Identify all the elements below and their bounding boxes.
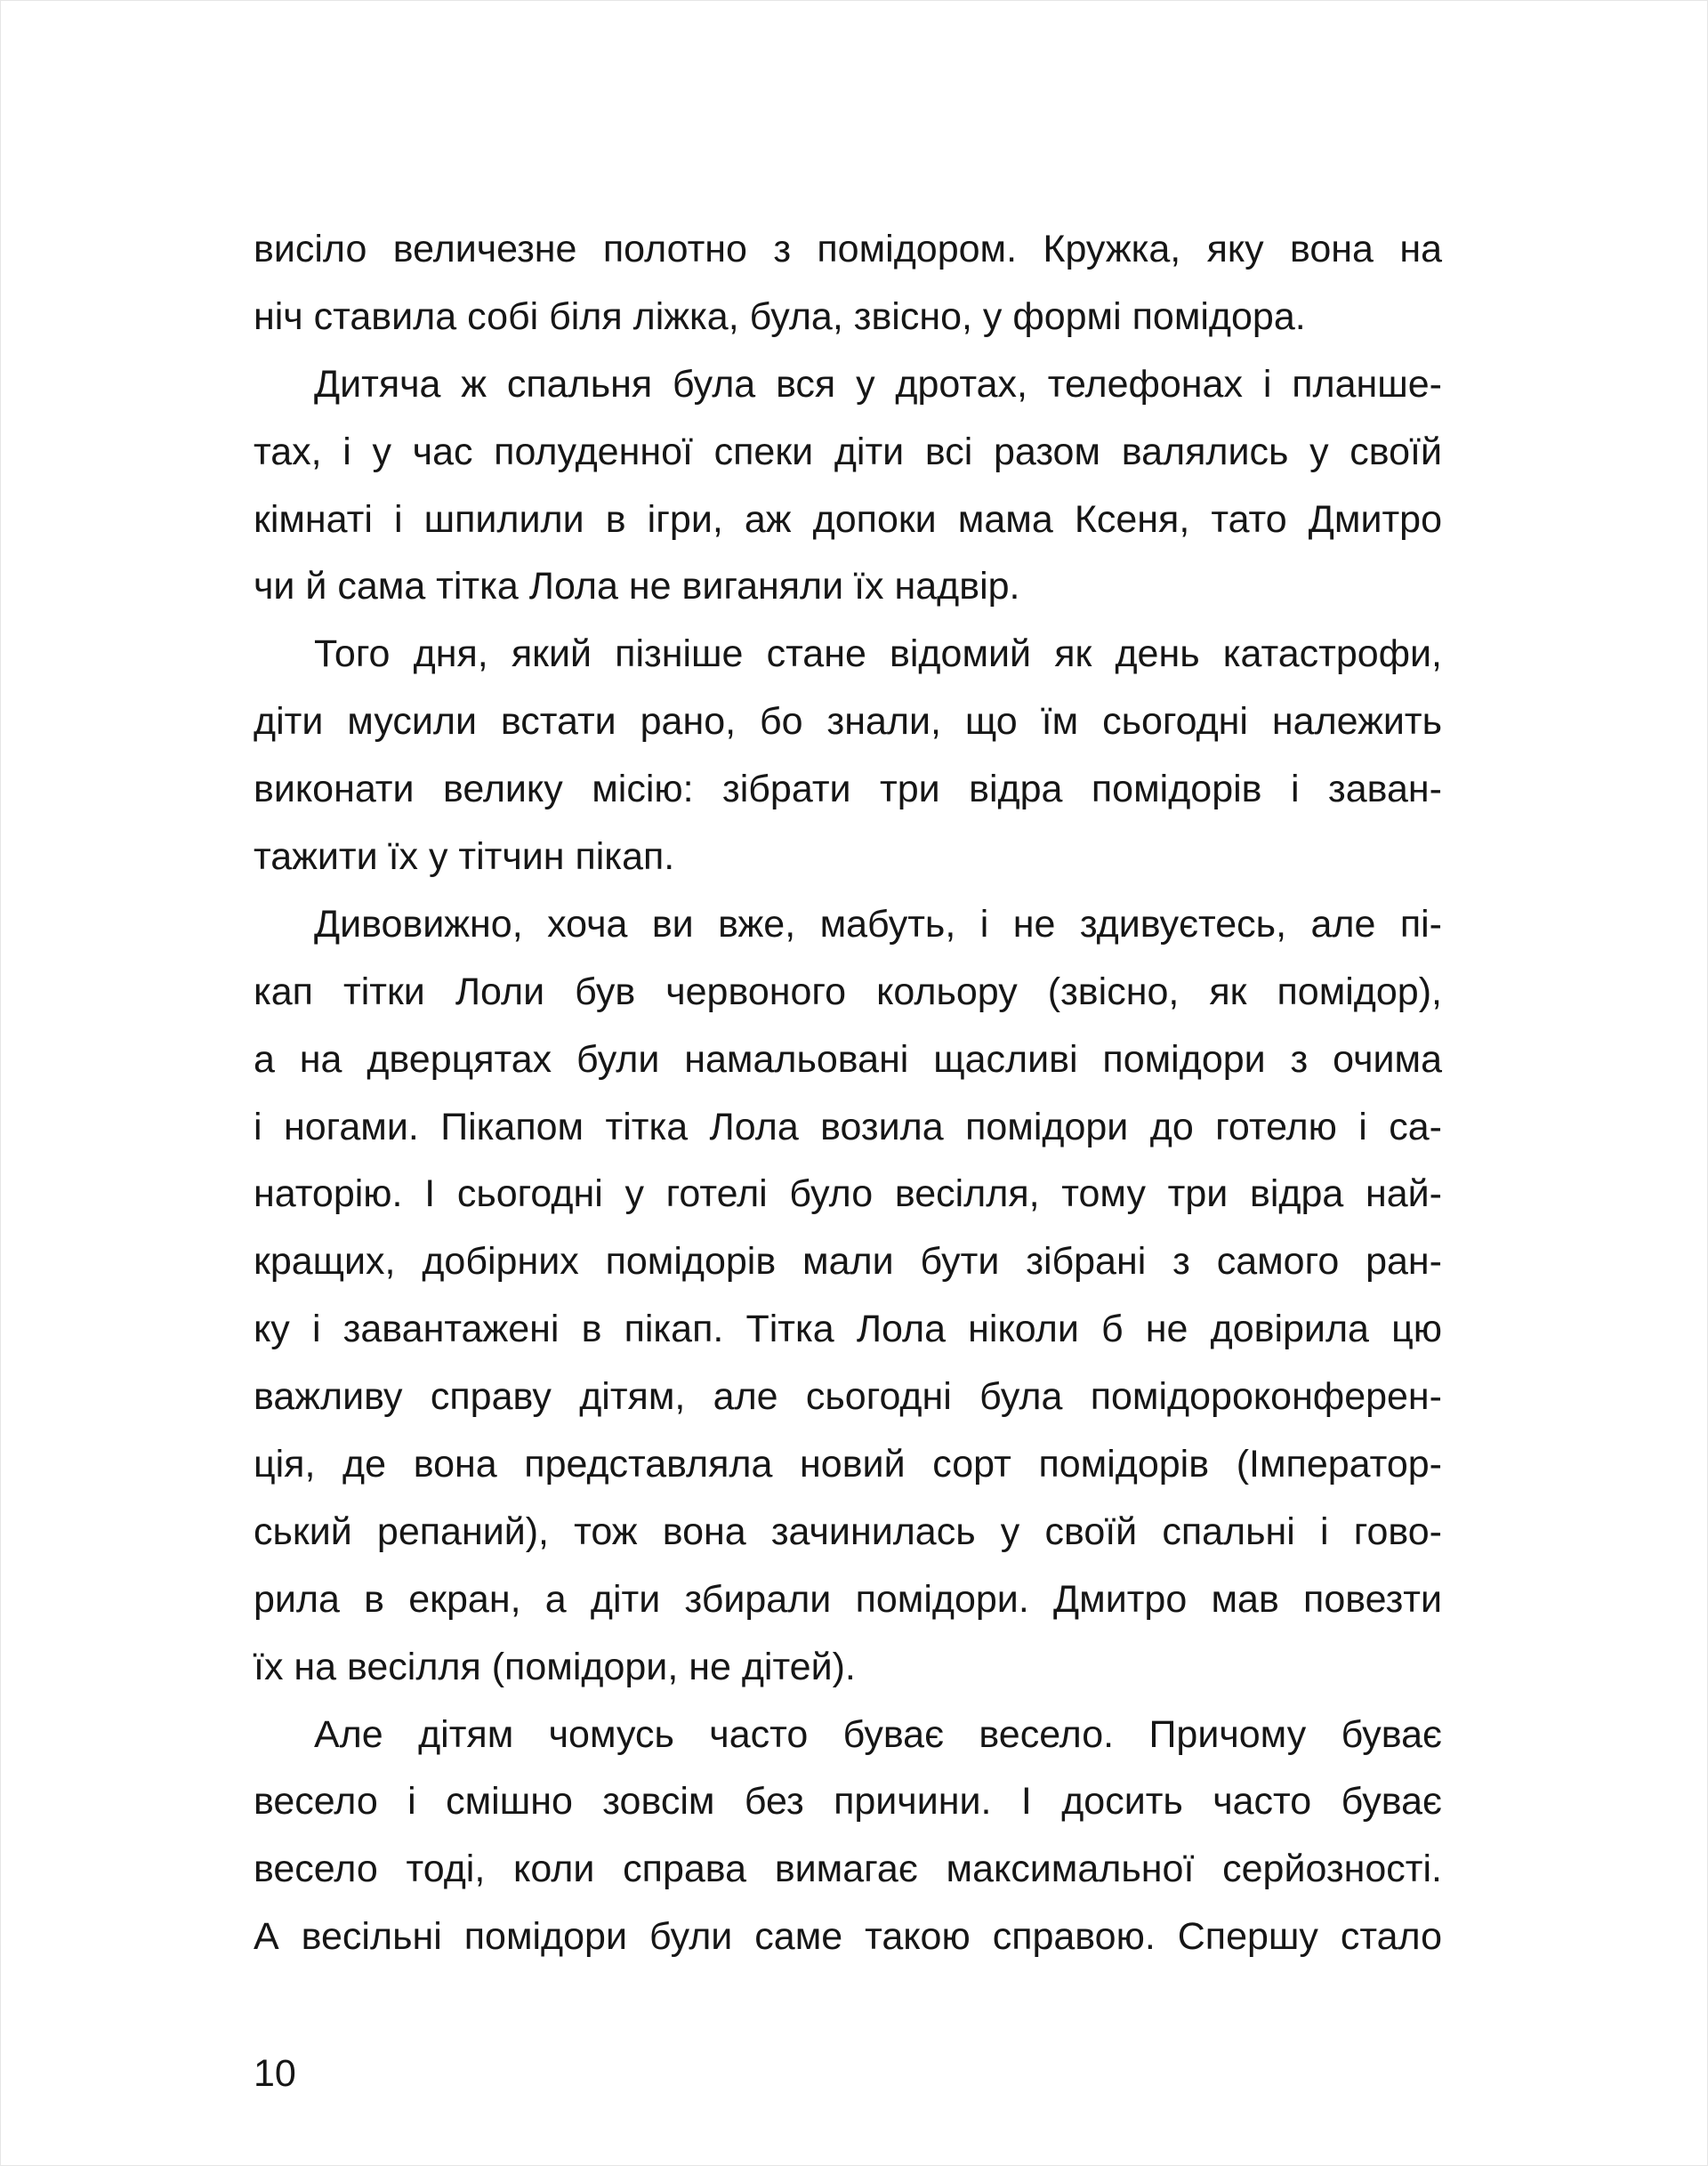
text-line: Того дня, який пізніше стане відомий як день катастрофи, (314, 632, 1442, 676)
text-line: весело тоді, коли справа вимагає максимальної серйозності. (254, 1848, 1442, 1891)
text-line: ський репаний), тож вона зачинилась у своїй спальні і гово- (254, 1510, 1442, 1553)
text-line: важливу справу дітям, але сьогодні була помідороконферен- (254, 1375, 1442, 1419)
text-line: діти мусили встати рано, бо знали, що їм сьогодні належить (254, 700, 1442, 744)
text-line: і ногами. Пікапом тітка Лола возила помідори до готелю і са- (254, 1105, 1442, 1148)
text-line: А весільні помідори були саме такою справою. Спершу стало (254, 1915, 1442, 1959)
text-line: чи й сама тітка Лола не виганяли їх надвір. (254, 565, 1020, 608)
text-line: ку і завантажені в пікап. Тітка Лола ніколи б не довірила цю (254, 1308, 1442, 1351)
body-text (254, 216, 1442, 1971)
text-line: ція, де вона представляла новий сорт помідорів (Імператор- (254, 1443, 1442, 1486)
text-line: тах, і у час полуденної спеки діти всі разом валялись у своїй (254, 430, 1442, 473)
text-line: наторію. І сьогодні у готелі було весілля, тому три відра най- (254, 1172, 1442, 1216)
text-line: кап тітки Лоли був червоного кольору (звісно, як помідор), (254, 970, 1442, 1013)
text-line: а на дверцятах були намальовані щасливі помідори з очима (254, 1037, 1442, 1081)
text-line: весело і смішно зовсім без причини. І досить часто буває (254, 1780, 1442, 1824)
text-line: рила в екран, а діти збирали помідори. Дмитро мав повезти (254, 1577, 1442, 1621)
text-line: виконати велику місію: зібрати три відра помідорів і заван- (254, 768, 1442, 811)
text-line: тажити їх у тітчин пікап. (254, 835, 675, 879)
text-line: Але дітям чомусь часто буває весело. Причому буває (314, 1712, 1442, 1756)
text-line: кращих, добірних помідорів мали бути зібрані з самого ран- (254, 1240, 1442, 1284)
text-line: Дивовижно, хоча ви вже, мабуть, і не здивуєтесь, але пі- (314, 902, 1442, 946)
page-number: 10 (254, 2052, 296, 2095)
text-line: кімнаті і шпилили в ігри, аж допоки мама Ксеня, тато Дмитро (254, 497, 1442, 541)
text-line: їх на весілля (помідори, не дітей). (254, 1645, 856, 1688)
text-line: ніч ставила собі біля ліжка, була, звісно, у формі помідора. (254, 294, 1306, 338)
text-line: Дитяча ж спальня була вся у дротах, телефонах і планше- (314, 362, 1442, 406)
text-line: висіло величезне полотно з помідором. Кружка, яку вона на (254, 228, 1442, 270)
